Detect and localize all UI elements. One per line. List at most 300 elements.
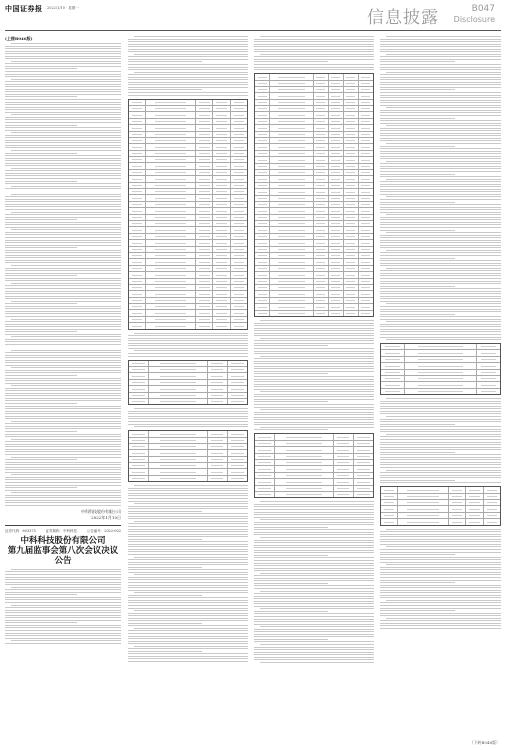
text-line: [380, 326, 501, 327]
table-cell: [146, 247, 196, 252]
table-cell: [314, 227, 329, 232]
table-cell: [255, 285, 270, 290]
text-line: [254, 371, 374, 372]
table-cell: [314, 189, 329, 194]
text-line: [5, 633, 121, 634]
table-cell: [477, 370, 500, 375]
text-line: [128, 84, 248, 85]
table-cell: [255, 253, 270, 258]
text-line: [5, 68, 77, 69]
text-line: [128, 577, 248, 578]
text-line: [386, 321, 501, 322]
table-cell: [270, 253, 313, 258]
announcement-rule: [5, 525, 121, 526]
table-cell: [213, 157, 230, 162]
table-cell: [344, 93, 359, 98]
table-cell: [129, 234, 146, 239]
text-line: [5, 406, 121, 407]
text-line: [380, 480, 455, 481]
text-line: [128, 506, 248, 507]
text-line: [5, 196, 121, 197]
table-cell: [449, 519, 466, 524]
table-cell: [344, 74, 359, 79]
text-line: [380, 61, 455, 62]
table-cell: [314, 266, 329, 271]
text-line: [380, 82, 501, 83]
table-cell: [270, 119, 313, 124]
text-line: [386, 529, 501, 530]
table-cell: [359, 215, 373, 220]
text-line: [128, 536, 248, 537]
table-cell: [231, 234, 247, 239]
text-line: [5, 464, 121, 465]
text-line: [134, 592, 248, 593]
table-cell: [255, 157, 270, 162]
table-cell: [231, 298, 247, 303]
text-line: [254, 407, 374, 408]
table-cell: [146, 195, 196, 200]
text-line: [380, 46, 501, 47]
table-cell: [381, 350, 405, 355]
table-cell: [270, 125, 313, 130]
table-cell: [208, 393, 228, 398]
text-line: [128, 636, 248, 637]
text-line: [128, 418, 248, 419]
text-line: [5, 339, 121, 340]
table-cell: [146, 151, 196, 156]
text-line: [380, 100, 501, 101]
text-line: [5, 495, 121, 496]
table-cell: [255, 106, 270, 111]
table-cell: [196, 189, 213, 194]
table-cell: [329, 138, 344, 143]
table-cell: [314, 208, 329, 213]
text-line: [5, 48, 121, 49]
text-line: [260, 591, 374, 592]
table-cell: [255, 291, 270, 296]
text-line: [128, 518, 248, 519]
text-line: [380, 592, 501, 593]
table-cell: [477, 389, 500, 394]
text-line: [5, 469, 121, 470]
table-cell: [255, 183, 270, 188]
text-line: [380, 462, 501, 463]
table-cell: [149, 469, 208, 474]
text-line: [380, 59, 501, 60]
text-line: [128, 353, 248, 354]
text-line: [128, 343, 248, 344]
text-line: [5, 201, 121, 202]
text-line: [254, 575, 374, 576]
text-line: [254, 603, 374, 604]
table-cell: [196, 240, 213, 245]
table-cell: [196, 125, 213, 130]
table-cell: [270, 176, 313, 181]
table-cell: [359, 183, 373, 188]
text-line: [380, 613, 501, 614]
table-cell: [231, 240, 247, 245]
text-line: [5, 63, 121, 64]
table-cell: [344, 298, 359, 303]
text-line: [5, 222, 121, 223]
text-line: [380, 212, 501, 213]
table-cell: [381, 382, 405, 387]
table-cell: [329, 157, 344, 162]
text-line: [5, 482, 121, 483]
table-cell: [270, 189, 313, 194]
table-cell: [359, 234, 373, 239]
table-cell: [196, 157, 213, 162]
table-cell: [231, 304, 247, 309]
table-cell: [314, 125, 329, 130]
text-line: [5, 380, 121, 381]
table-cell: [329, 144, 344, 149]
text-line: [380, 429, 501, 430]
text-line: [5, 311, 121, 312]
text-line: [254, 64, 374, 65]
table-cell: [231, 151, 247, 156]
text-line: [5, 125, 77, 126]
table-cell: [255, 119, 270, 124]
signature: [5, 509, 121, 521]
table-cell: [129, 469, 149, 474]
text-block: [5, 43, 121, 189]
text-line: [254, 580, 374, 581]
text-line: [380, 309, 501, 310]
table-cell: [146, 259, 196, 264]
text-line: [380, 444, 501, 445]
text-line: [380, 163, 501, 164]
text-line: [254, 396, 374, 397]
text-line: [380, 283, 501, 284]
text-line: [5, 308, 121, 309]
table-cell: [196, 266, 213, 271]
table-cell: [213, 221, 230, 226]
table-cell: [255, 473, 275, 478]
table-cell: [228, 380, 247, 385]
text-line: [128, 513, 248, 514]
table-cell: [146, 253, 196, 258]
table-cell: [405, 350, 476, 355]
text-line: [5, 188, 121, 189]
text-line: [128, 498, 248, 499]
table-cell: [484, 519, 500, 524]
text-line: [386, 564, 501, 565]
text-line: [5, 462, 121, 463]
text-line: [380, 181, 501, 182]
text-line: [5, 574, 121, 575]
table-cell: [344, 221, 359, 226]
text-line: [5, 224, 121, 225]
table-cell: [359, 247, 373, 252]
text-line: [5, 630, 121, 631]
text-line: [128, 41, 248, 42]
table-cell: [344, 279, 359, 284]
text-line: [254, 659, 374, 660]
text-line: [128, 74, 248, 75]
text-line: [380, 191, 501, 192]
table-cell: [344, 183, 359, 188]
text-line: [5, 298, 121, 299]
table-cell: [213, 151, 230, 156]
text-line: [254, 641, 374, 642]
table-cell: [398, 513, 448, 518]
table-cell: [231, 202, 247, 207]
table-cell: [270, 183, 313, 188]
text-line: [380, 110, 501, 111]
table-cell: [344, 253, 359, 258]
table-cell: [359, 259, 373, 264]
text-line: [128, 613, 248, 614]
table-cell: [196, 170, 213, 175]
table-cell: [196, 183, 213, 188]
table-cell: [344, 81, 359, 86]
table-cell: [405, 382, 476, 387]
text-line: [5, 360, 121, 361]
text-line: [134, 521, 248, 522]
table-cell: [449, 487, 466, 492]
text-line: [11, 421, 121, 422]
table-cell: [146, 234, 196, 239]
text-line: [128, 77, 248, 78]
table-cell: [359, 138, 373, 143]
text-line: [5, 326, 121, 327]
text-line: [380, 605, 501, 606]
text-line: [5, 441, 121, 442]
table-cell: [146, 163, 196, 168]
text-line: [380, 620, 501, 621]
text-line: [254, 639, 328, 640]
table-cell: [129, 138, 146, 143]
table-cell: [129, 373, 149, 378]
text-line: [5, 66, 121, 67]
text-line: [254, 366, 374, 367]
table-cell: [228, 386, 247, 391]
table-cell: [314, 93, 329, 98]
text-line: [254, 654, 374, 655]
text-line: [128, 623, 202, 624]
text-line: [5, 245, 121, 246]
table-cell: [466, 494, 483, 499]
text-line: [386, 434, 501, 435]
text-line: [5, 341, 121, 342]
table-cell: [314, 259, 329, 264]
table-cell: [129, 100, 146, 105]
table-cell: [329, 151, 344, 156]
text-line: [128, 554, 248, 555]
text-line: [128, 651, 202, 652]
table-cell: [314, 196, 329, 201]
table-cell: [149, 386, 208, 391]
table-cell: [381, 389, 405, 394]
table-cell: [344, 240, 359, 245]
table-cell: [255, 138, 270, 143]
text-line: [386, 339, 501, 340]
text-line: [254, 335, 374, 336]
text-line: [380, 311, 501, 312]
table-cell: [213, 144, 230, 149]
text-line: [380, 610, 455, 611]
table-cell: [149, 463, 208, 468]
table-cell: [405, 344, 476, 349]
text-line: [128, 421, 248, 422]
table-cell: [270, 157, 313, 162]
table-cell: [359, 202, 373, 207]
text-line: [380, 296, 501, 297]
table-cell: [146, 291, 196, 296]
text-line: [380, 176, 501, 177]
table-cell: [228, 469, 247, 474]
text-line: [5, 234, 121, 235]
text-line: [134, 485, 248, 486]
text-line: [254, 578, 374, 579]
table-cell: [129, 259, 146, 264]
table-cell: [196, 253, 213, 258]
table-cell: [270, 170, 313, 175]
table-cell: [314, 221, 329, 226]
table-cell: [196, 298, 213, 303]
table-cell: [329, 208, 344, 213]
table-cell: [129, 380, 149, 385]
table-cell: [196, 323, 213, 328]
announcement-meta: [5, 529, 121, 534]
table-cell: [228, 463, 247, 468]
text-line: [134, 628, 248, 629]
table-cell: [270, 93, 313, 98]
text-line: [128, 544, 248, 545]
table-cell: [149, 444, 208, 449]
table-cell: [196, 221, 213, 226]
table-cell: [466, 513, 483, 518]
text-line: [128, 600, 248, 601]
text-line: [5, 104, 121, 105]
table-cell: [334, 441, 354, 446]
text-line: [134, 36, 248, 37]
table-cell: [477, 350, 500, 355]
table-cell: [359, 311, 373, 316]
text-line: [380, 89, 455, 90]
text-line: [380, 102, 501, 103]
text-line: [380, 467, 501, 468]
table-cell: [329, 112, 344, 117]
text-line: [380, 207, 501, 208]
table-cell: [275, 447, 334, 452]
table-cell: [354, 460, 373, 465]
text-line: [254, 330, 374, 331]
text-line: [386, 107, 501, 108]
text-line: [386, 125, 501, 126]
table-cell: [129, 393, 149, 398]
text-line: [254, 636, 374, 637]
text-line: [11, 640, 121, 641]
table-cell: [344, 227, 359, 232]
text-line: [380, 92, 501, 93]
text-line: [380, 140, 501, 141]
text-line: [380, 270, 501, 271]
text-line: [380, 44, 501, 45]
table-cell: [381, 506, 398, 511]
text-line: [380, 224, 501, 225]
text-line: [5, 362, 121, 363]
text-line: [5, 334, 121, 335]
table-cell: [231, 138, 247, 143]
text-line: [380, 148, 501, 149]
text-line: [260, 320, 374, 321]
table-cell: [213, 266, 230, 271]
text-line: [254, 323, 374, 324]
text-line: [128, 67, 248, 68]
table-cell: [196, 119, 213, 124]
table-cell: [334, 492, 354, 497]
text-line: [254, 351, 374, 352]
table-cell: [329, 176, 344, 181]
text-line: [128, 569, 248, 570]
table-cell: [329, 253, 344, 258]
text-line: [254, 657, 374, 658]
table-cell: [255, 189, 270, 194]
text-line: [134, 646, 248, 647]
text-line: [5, 599, 121, 600]
text-line: [5, 477, 121, 478]
table-cell: [213, 310, 230, 315]
text-line: [254, 417, 374, 418]
text-line: [254, 376, 374, 377]
table-cell: [329, 189, 344, 194]
table-cell: [231, 310, 247, 315]
text-line: [254, 517, 374, 518]
table-cell: [329, 119, 344, 124]
table-cell: [129, 310, 146, 315]
text-line: [5, 91, 121, 92]
text-line: [260, 626, 374, 627]
text-line: [5, 237, 121, 238]
table-cell: [146, 215, 196, 220]
text-line: [254, 563, 374, 564]
table-cell: [359, 87, 373, 92]
table-row: [255, 492, 373, 497]
text-line: [5, 375, 77, 376]
table-cell: [314, 112, 329, 117]
text-line: [5, 625, 121, 626]
text-line: [5, 620, 121, 621]
text-line: [5, 622, 77, 623]
table-cell: [344, 157, 359, 162]
text-line: [128, 630, 248, 631]
paper-date: 2022/1/10 · 星期一: [47, 6, 79, 10]
text-line: [5, 89, 121, 90]
text-line: [128, 79, 248, 80]
text-line: [254, 61, 328, 62]
table-cell: [344, 266, 359, 271]
announcement-number: 公告编号：2022-002: [86, 528, 121, 533]
text-line: [254, 552, 374, 553]
text-line: [5, 112, 121, 113]
table-cell: [359, 144, 373, 149]
table-cell: [344, 125, 359, 130]
text-line: [380, 166, 501, 167]
table-cell: [208, 438, 228, 443]
table-cell: [129, 367, 149, 372]
text-line: [11, 474, 121, 475]
text-line: [380, 133, 501, 134]
table-cell: [405, 370, 476, 375]
table-cell: [196, 138, 213, 143]
text-line: [128, 59, 248, 60]
text-line: [5, 436, 121, 437]
table-cell: [275, 466, 334, 471]
text-line: [5, 434, 121, 435]
table-cell: [196, 234, 213, 239]
